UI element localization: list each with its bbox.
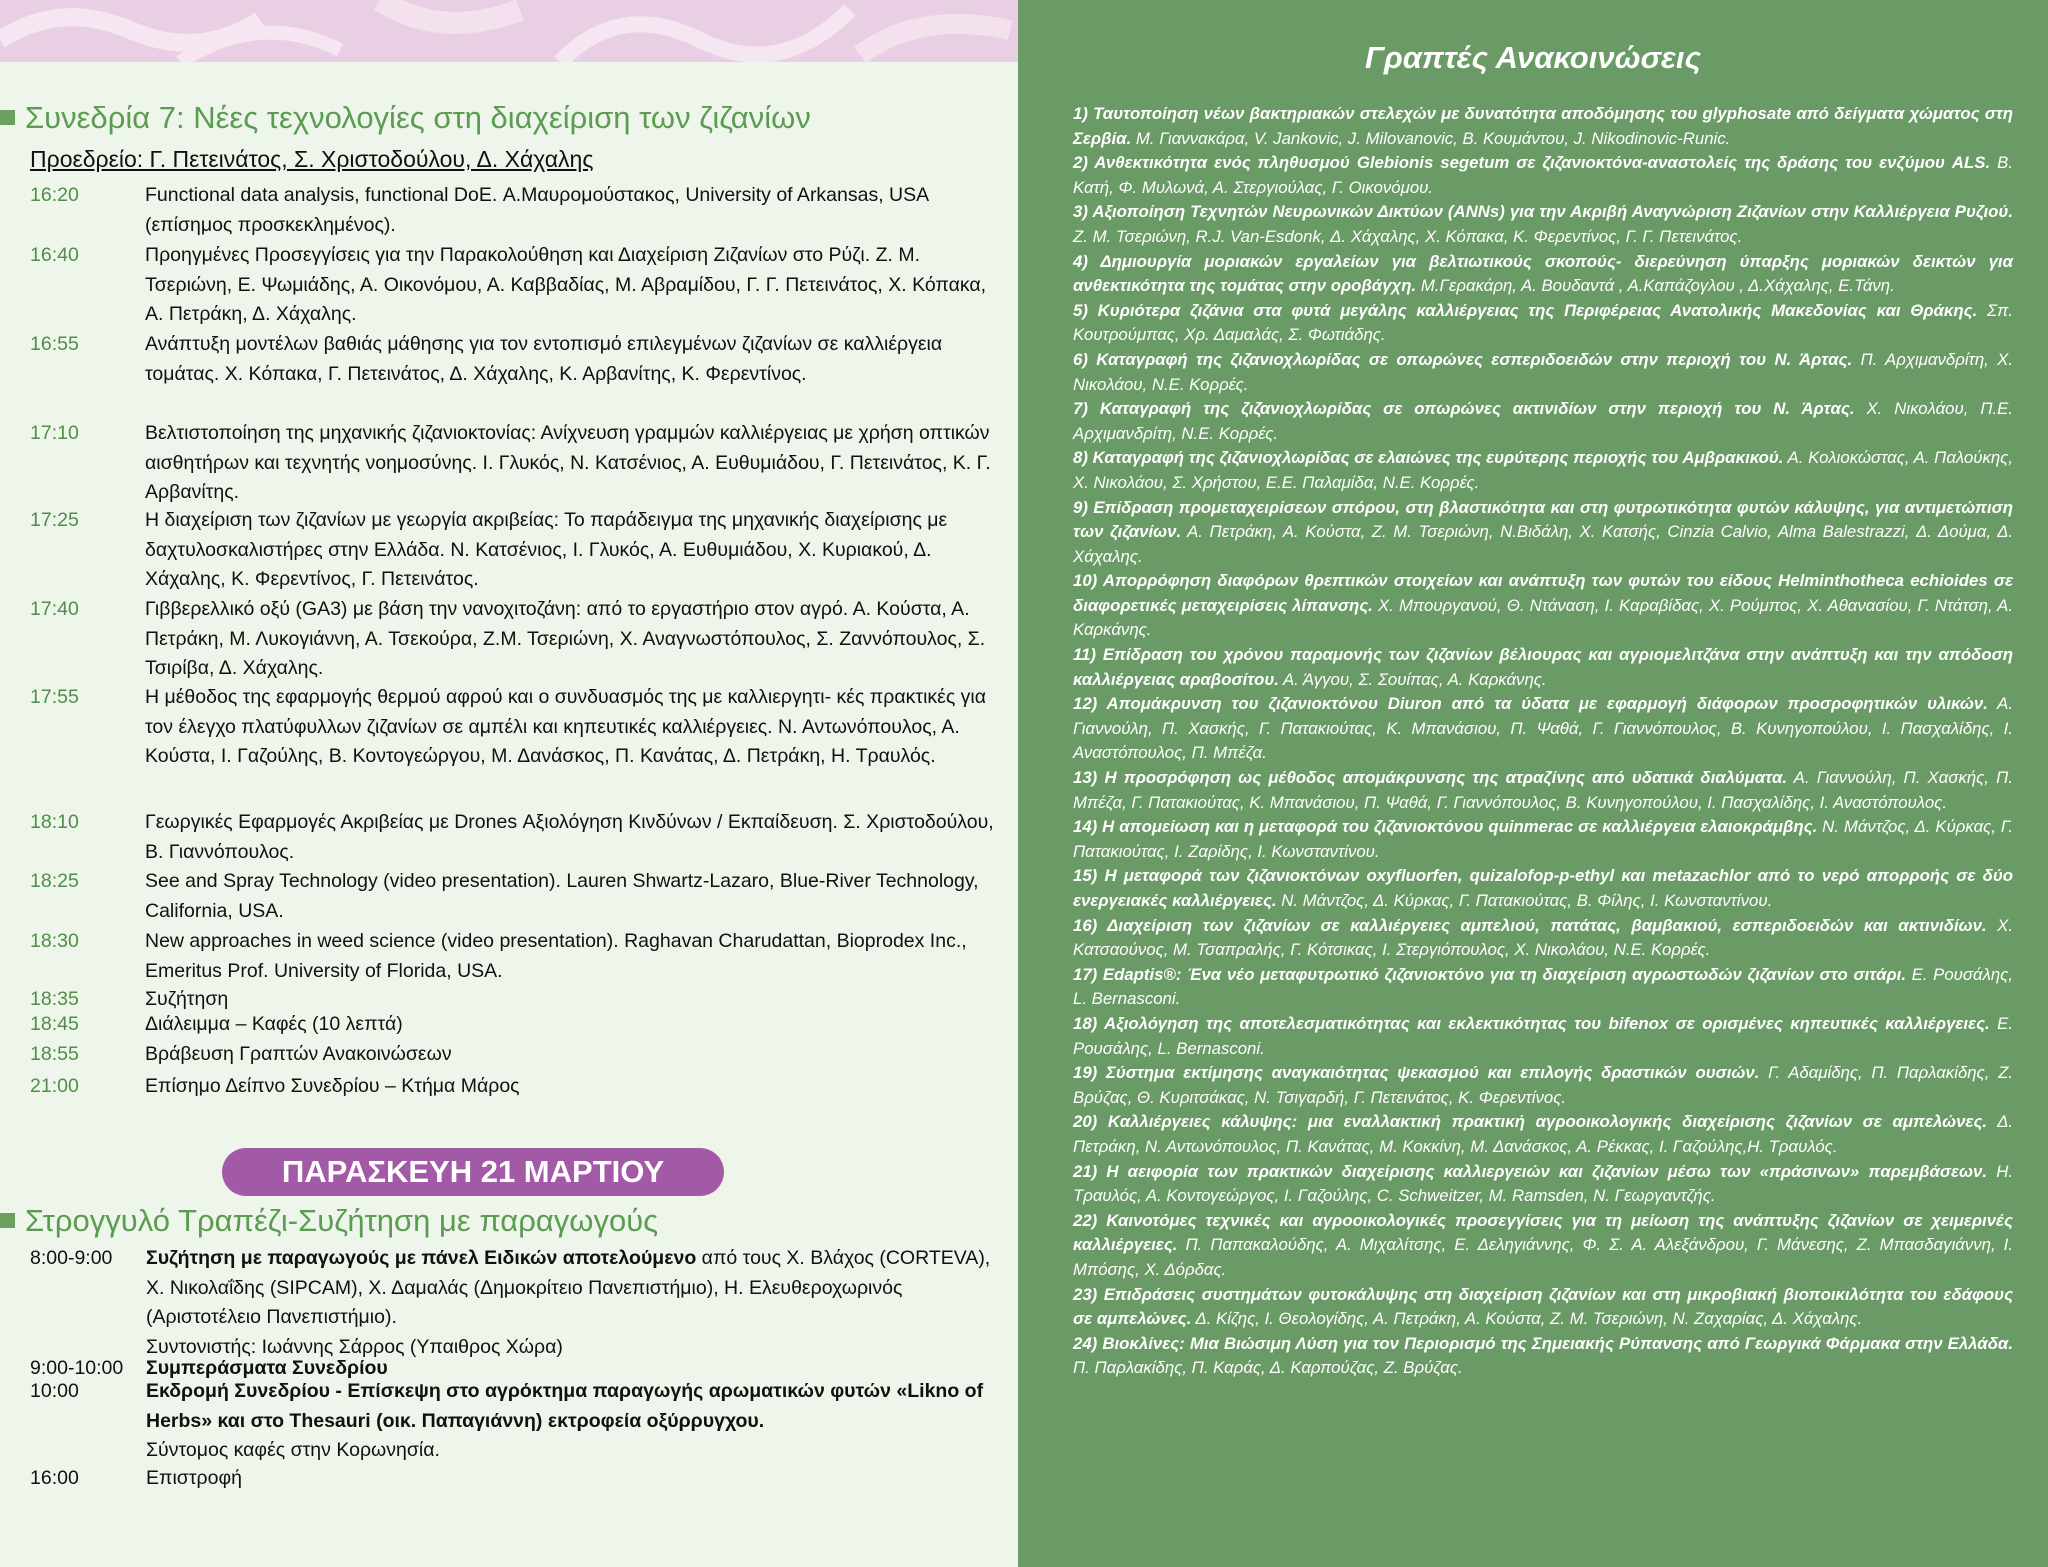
poster-authors: Ε. Ρουσάλης, L. Bernasconi. [1073, 1013, 2013, 1058]
poster-title: 22) Καινοτόμες τεχνικές και αγροοικολογικές προσεγγίσεις για τη μείωση της ανάπτυξης ζιζανίων σε χειμερινές καλλιέργειες. [1073, 1210, 2013, 1255]
poster-title: 1) Ταυτοποίηση νέων βακτηριακών στελεχών με δυνατότητα αποδόμησης του glyphosate από δείγματα χώματος στη Σερβία. [1073, 104, 2013, 148]
poster-entry [1073, 1332, 2013, 1381]
poster-title: 16) Διαχείριση των ζιζανίων σε καλλιέργειες αμπελιού, πατάτας, βαμβακιού, εσπεριδοειδών και ακτινιδίων. [1073, 915, 1987, 935]
conclusions-item: 9:00-10:00 Συμπεράσματα Συνεδρίου [30, 1357, 388, 1379]
poster-authors: Μ. Γιαννακάρα, V. Jankovic, J. Milovanovic, Β. Κουμάντου, J. Nikodinovic-Runic. [1131, 128, 1731, 148]
poster-entry [1073, 1209, 2013, 1283]
program-time: 18:25 [30, 870, 79, 892]
program-description: Η διαχείριση των ζιζανίων με γεωργία ακριβείας: Το παράδειγμα της μηχανικής διαχείρισης με δαχτυλοσκαλιστήρες στην Ελλάδα. Ν. Κατσένιος, Ι. Γλυκός, Α. Ευθυμιάδου, Χ. Κυριακού, Δ. Χάχαλης, Κ. Φερεντίνος, Γ. Πετεινάτος. [145, 509, 948, 591]
program-time: 18:30 [30, 930, 79, 952]
poster-entry [1073, 446, 2013, 495]
program-time: 17:55 [30, 686, 79, 708]
program-row [30, 683, 1005, 772]
poster-title: 5) Κυριότερα ζιζάνια στα φυτά μεγάλης καλλιέργειας της Περιφέρειας Ανατολικής Μακεδονίας και Θράκης. [1073, 300, 1978, 320]
poster-authors: Η. Τραυλός, Α. Κοντογεώργος, Ι. Γαζούλης, C. Schweitzer, M. Ramsden, Ν. Γεωργαντζής. [1073, 1161, 2013, 1206]
poster-entry [1073, 200, 2013, 249]
program-row [30, 1072, 1005, 1102]
poster-title: 10) Απορρόφηση διαφόρων θρεπτικών στοιχείων και ανάπτυξη των φυτών του είδους Helminthotheca echioides σε διαφορετικές μεταχειρίσεις λίπανσης. [1073, 571, 2013, 615]
poster-authors: Ζ. Μ. Τσεριώνη, R.J. Van-Esdonk, Δ. Χάχαλης, Χ. Κόπακα, Κ. Φερεντίνος, Γ. Γ. Πετεινάτος. [1073, 226, 1743, 246]
poster-authors: Α. Πετράκη, Α. Κούστα, Ζ. Μ. Τσεριώνη, Ν.Βιδάλη, Χ. Κατσής, Cinzia Calvio, Alma Balestrazzi, Δ. Δούμα, Δ. Χάχαλης. [1073, 522, 2013, 566]
poster-entry [1073, 1061, 2013, 1110]
poster-authors: Σπ. Κουτρούμπας, Χρ. Δαμαλάς, Σ. Φωτιάδης. [1073, 300, 2013, 345]
green-square-bullet-icon [0, 1213, 15, 1228]
excursion-item: 10:00 Εκδρομή Συνεδρίου - Επίσκεψη στο αγρόκτημα παραγωγής αρωματικών φυτών «Likno of Herbs» και στο Thesauri (οικ. Παπαγιάννη) εκτροφεία οξύρρυγχου. Σύντομος καφές στην Κορωνησία. [30, 1380, 984, 1462]
poster-entry [1073, 151, 2013, 200]
program-row [30, 330, 1005, 389]
day-banner: ΠΑΡΑΣΚΕΥΗ 21 ΜΑΡΤΙΟΥ [222, 1148, 724, 1196]
program-row [30, 181, 1005, 240]
poster-authors: Ν. Μάντζος, Δ. Κύρκας, Γ. Πατακιούτας, Ι. Ζαρίδης, Ι. Κωνσταντίνου. [1073, 817, 2013, 861]
poster-entry [1073, 1110, 2013, 1159]
poster-authors: Π. Παρλακίδης, Π. Καράς, Δ. Καρπούζας, Ζ. Βρύζας. [1073, 1358, 1463, 1378]
round-table-item: 8:00-9:00 Συζήτηση με παραγωγούς με πάνελ Ειδικών αποτελούμενο από τους Χ. Βλάχος (CORTEVA), Χ. Νικολαΐδης (SIPCAM), Χ. Δαμαλάς (Δημοκρίτειο Πανεπιστήμιο), Η. Ελευθεροχωρινός (Αριστοτέλειο Πανεπιστήμιο). Συντονιστής: Ιωάννης Σάρρος (Υπαιθρος Χώρα) [30, 1247, 991, 1358]
program-row [30, 241, 1005, 330]
program-row [30, 927, 1005, 986]
program-time: 21:00 [30, 1075, 79, 1097]
program-time: 18:45 [30, 1013, 79, 1035]
program-description: Βράβευση Γραπτών Ανακοινώσεων [145, 1043, 452, 1065]
poster-title: 17) Edaptis®: Ένα νέο μεταφυτρωτικό ζιζανιοκτόνο για τη διαχείριση αγρωστωδών ζιζανίων στο σιτάρι. [1073, 964, 1906, 984]
poster-authors: Α. Άγγου, Σ. Σουίπας, Α. Καρκάνης. [1278, 669, 1547, 689]
decorative-header-band [0, 0, 1018, 62]
poster-title: 12) Απομάκρυνση του ζιζανιοκτόνου Diuron από τα ύδατα με εφαρμογή διάφορων προσροφητικών υλικών. [1073, 694, 1988, 714]
program-description: New approaches in weed science (video presentation). Raghavan Charudattan, Bioprodex Inc., Emeritus Prof. University of Florida, USA. [145, 930, 967, 982]
program-description: Γεωργικές Εφαρμογές Ακριβείας με Drones Αξιολόγηση Κινδύνων / Εκπαίδευση. Σ. Χριστοδούλου, Β. Γιαννόπουλος. [145, 811, 994, 863]
poster-entry [1073, 914, 2013, 963]
poster-entry [1073, 397, 2013, 446]
poster-authors: Χ. Κατσαούνος, Μ. Τσαπραλής, Γ. Κότσικας, Ι. Στεργιόπουλος, Χ. Νικολάου, Ν.Ε. Κορρές. [1073, 915, 2013, 960]
poster-entry [1073, 963, 2013, 1012]
poster-entry [1073, 1283, 2013, 1332]
session-heading: Συνεδρία 7: Νέες τεχνολογίες στη διαχείριση των ζιζανίων [0, 100, 811, 136]
poster-entry [1073, 692, 2013, 766]
poster-title: 14) Η απομείωση και η μεταφορά του ζιζανιοκτόνου quinmerac σε καλλιέργεια ελαιοκράμβης. [1073, 817, 1818, 837]
program-time: 16:40 [30, 244, 79, 266]
poster-title: 7) Καταγραφή της ζιζανιοχλωρίδας σε οπωρώνες ακτινιδίων στην περιοχή του Ν. Άρτας. [1073, 399, 1855, 419]
program-description: Functional data analysis, functional DoE. Α.Μαυρομούστακος, University of Arkansas, USA (επίσημος προσκεκλημένος). [145, 184, 929, 236]
poster-title: 19) Σύστημα εκτίμησης αναγκαιότητας ψεκασμού και επιλογής δραστικών ουσιών. [1073, 1063, 1760, 1083]
poster-title: 21) Η αειφορία των πρακτικών διαχείρισης καλλιεργειών και ζιζανίων μέσω των «πράσινων» παρεμβάσεων. [1073, 1161, 1988, 1181]
poster-entry [1073, 250, 2013, 299]
poster-entry [1073, 102, 2013, 151]
poster-title: 11) Επίδραση του χρόνου παραμονής των ζιζανίων βέλιουρας και αγριομελιτζάνα στην ανάπτυξη και την απόδοση καλλιέργειας αραβοσίτου. [1073, 645, 2013, 689]
poster-authors: Ε. Ρουσάλης, L. Bernasconi. [1073, 964, 2013, 1009]
program-description: Βελτιστοποίηση της μηχανικής ζιζανιοκτονίας: Ανίχνευση γραμμών καλλιέργειας με χρήση οπτικών αισθητήρων και τεχνητής νοημοσύνης. Ι. Γλυκός, Ν. Κατσένιος, Α. Ευθυμιάδου, Γ. Πετεινάτος, Κ. Γ. Αρβανίτης. [145, 422, 991, 504]
program-time: 17:10 [30, 422, 79, 444]
poster-authors: Χ. Μπουργανού, Θ. Ντάναση, Ι. Καραβίδας, Χ. Ρούμπος, Χ. Αθανασίου, Γ. Ντάτση, Α. Καρκάνης. [1073, 595, 2013, 640]
poster-title: 24) Βιοκλίνες: Μια Βιώσιμη Λύση για τον Περιορισμό της Σημειακής Ρύπανσης από Γεωργικά Φάρμακα στην Ελλάδα. [1073, 1333, 2013, 1353]
program-row [30, 867, 1005, 926]
poster-authors: Γ. Αδαμίδης, Π. Παρλακίδης, Ζ. Βρύζας, Θ. Κυριτσάκας, Ν. Τσιγαρδή, Γ. Πετεινάτος, Κ. Φερεντίνος. [1073, 1063, 2013, 1107]
program-description: Συζήτηση [145, 988, 229, 1010]
poster-authors: Χ. Νικολάου, Π.Ε. Αρχιμανδρίτη, Ν.Ε. Κορρές. [1073, 399, 2013, 443]
program-description: Διάλειμμα – Καφές (10 λεπτά) [145, 1013, 403, 1035]
poster-entry [1073, 348, 2013, 397]
program-description: Γιββερελλικό οξύ (GA3) με βάση την νανοχιτοζάνη: από το εργαστήριο στον αγρό. Α. Κούστα, Α. Πετράκη, Μ. Λυκογιάννη, Α. Τσεκούρα, Ζ.Μ. Τσεριώνη, Χ. Αναγνωστόπουλος, Σ. Ζαννόπουλος, Σ. Τσιρίβα, Δ. Χάχαλης. [145, 598, 986, 680]
program-row [30, 419, 1005, 508]
poster-title: 20) Καλλιέργειες κάλυψης: μια εναλλακτική πρακτική αγροοικολογικής διαχείρισης ζιζανίων σε αμπελώνες. [1073, 1112, 1988, 1132]
program-time: 17:25 [30, 509, 79, 531]
poster-title: 8) Καταγραφή της ζιζανιοχλωρίδας σε ελαιώνες της ευρύτερης περιοχής του Αμβρακικού. [1073, 448, 1784, 468]
poster-entry [1073, 766, 2013, 815]
poster-authors: Μ.Γερακάρη, Α. Βουδαντά , Α.Καπάζογλου , Δ.Χάχαλης, Ε.Τάνη. [1416, 276, 1895, 296]
poster-authors: Α. Κολιοκώστας, Α. Παλούκης, Χ. Νικολάου, Σ. Χρήστου, Ε.Ε. Παλαμίδα, Ν.Ε. Κορρές. [1073, 448, 2014, 492]
poster-title: 2) Ανθεκτικότητα ενός πληθυσμού Glebionis segetum σε ζιζανιοκτόνα-αναστολείς της δράσης του ενζύμου ALS. [1073, 153, 1991, 173]
poster-entry [1073, 864, 2013, 913]
program-row [30, 506, 1005, 595]
poster-title: 15) Η μεταφορά των ζιζανιοκτόνων oxyfluorfen, quizalofop-p-ethyl και metazachlor από το νερό απορροής σε δύο ενεργειακές καλλιέργειες. [1073, 866, 2013, 910]
leaf-pattern-graphic [0, 0, 1018, 62]
program-description: Επίσημο Δείπνο Συνεδρίου – Κτήμα Μάρος [145, 1075, 520, 1097]
poster-entry [1073, 1160, 2013, 1209]
program-description: See and Spray Technology (video presentation). Lauren Shwartz-Lazaro, Blue-River Technology, California, USA. [145, 870, 979, 922]
round-table-heading: Στρογγυλό Τραπέζι-Συζήτηση με παραγωγούς [0, 1203, 658, 1239]
poster-entry [1073, 496, 2013, 570]
poster-authors: Β. Κατή, Φ. Μυλωνά, Α. Στεργιούλας, Γ. Οικονόμου. [1073, 153, 2013, 197]
program-time: 18:55 [30, 1043, 79, 1065]
program-time: 17:40 [30, 598, 79, 620]
poster-authors: Α. Γιαννούλη, Π. Χασκής, Π. Μπέζα, Γ. Πατακιούτας, Κ. Μπανάσιου, Π. Ψαθά, Γ. Γιαννόπουλος, Β. Κυνηγοπούλου, Ι. Πασχαλίδης, Ι. Αναστόπουλος. [1073, 768, 2013, 812]
poster-authors: Π. Παπακαλούδης, Α. Μιχαλίτσης, Ε. Δεληγιάννης, Φ. Σ. Α. Αλεξάνδρου, Γ. Μάνεσης, Ζ. Μπασδαγιάννη, Ι. Μπόσης, Χ. Δόρδας. [1073, 1235, 2013, 1279]
poster-title: 9) Επίδραση προμεταχειρίσεων σπόρου, στη βλαστικότητα και στη φυτρωτικότητα φυτών κάλυψης, για αντιμετώπιση των ζιζανίων. [1073, 497, 2013, 542]
program-description: Προηγμένες Προσεγγίσεις για την Παρακολούθηση και Διαχείριση Ζιζανίων στο Ρύζι. Ζ. Μ. Τσεριώνη, Ε. Ψωμιάδης, Α. Οικονόμου, Α. Καββαδίας, Μ. Αβραμίδου, Γ. Γ. Πετεινάτος, Χ. Κόπακα, Α. Πετράκη, Δ. Χάχαλης. [145, 244, 987, 326]
poster-entry [1073, 299, 2013, 348]
poster-title: 3) Αξιοποίηση Τεχνητών Νευρωνικών Δικτύων (ANNs) για την Ακριβή Αναγνώριση Ζιζανίων στην Καλλιέργεια Ρυζιού. [1073, 202, 2013, 222]
program-time: 16:20 [30, 184, 79, 206]
green-square-bullet-icon [0, 110, 15, 125]
program-description: Ανάπτυξη μοντέλων βαθιάς μάθησης για τον εντοπισμό επιλεγμένων ζιζανίων σε καλλιέργεια τομάτας. Χ. Κόπακα, Γ. Πετεινάτος, Δ. Χάχαλης, Κ. Αρβανίτης, Κ. Φερεντίνος. [145, 333, 943, 385]
program-row [30, 1010, 1005, 1040]
program-time: 18:35 [30, 988, 79, 1010]
return-item: 16:00 Επιστροφή [30, 1467, 242, 1489]
poster-entry [1073, 1012, 2013, 1061]
poster-authors: Α. Γιαννούλη, Π. Χασκής, Γ. Πατακιούτας, Κ. Μπανάσιου, Π. Ψαθά, Γ. Γιαννόπουλος, Β. Κυνηγοπούλου, Ι. Πασχαλίδης, Ι. Αναστόπουλος, Π. Μπέζα. [1073, 694, 2013, 763]
poster-authors: Δ. Κίζης, Ι. Θεολογίδης, Α. Πετράκη, Α. Κούστα, Ζ. Μ. Τσεριώνη, Ν. Ζαχαρίας, Δ. Χάχαλης. [1191, 1309, 1863, 1329]
poster-entry [1073, 643, 2013, 692]
poster-title: 4) Δημιουργία μοριακών εργαλείων για βελτιωτικούς σκοπούς- διερεύνηση ύπαρξης μοριακών δεικτών για ανθεκτικότητα της τομάτας στην οροβάγχη. [1073, 251, 2013, 296]
poster-authors: Π. Αρχιμανδρίτη, Χ. Νικολάου, Ν.Ε. Κορρές. [1073, 349, 2013, 394]
session-presidium: Προεδρείο: Γ. Πετεινάτος, Σ. Χριστοδούλου, Δ. Χάχαλης [30, 146, 594, 172]
poster-authors: Δ. Πετράκη, Ν. Αντωνόπουλος, Π. Κανάτας, Μ. Κοκκίνη, Μ. Δανάσκος, Α. Ρέκκας, Ι. Γαζούλης,Η. Τραυλός. [1073, 1112, 2013, 1156]
left-page [0, 0, 1018, 1567]
poster-title: 18) Αξιολόγηση της αποτελεσματικότητας και εκλεκτικότητας του bifenox σε ορισμένες κηπευτικές καλλιέργειες. [1073, 1013, 1990, 1033]
program-time: 18:10 [30, 811, 79, 833]
poster-authors: Ν. Μάντζος, Δ. Κύρκας, Γ. Πατακιούτας, Β. Φίλης, Ι. Κωνσταντίνου. [1276, 891, 1773, 910]
poster-entry [1073, 815, 2013, 864]
program-row [30, 808, 1005, 867]
program-time: 16:55 [30, 333, 79, 355]
poster-entry [1073, 569, 2013, 643]
program-row [30, 595, 1005, 684]
poster-title: 23) Επιδράσεις συστημάτων φυτοκάλυψης στη διαχείριση ζιζανίων και στη μικροβιακή βιοποικιλότητα του εδάφους σε αμπελώνες. [1073, 1284, 2013, 1329]
poster-title: 13) Η προσρόφηση ως μέθοδος απομάκρυνσης της ατραζίνης από υδατικά διαλύματα. [1073, 768, 1788, 788]
poster-title: 6) Καταγραφή της ζιζανιοχλωρίδας σε οπωρώνες εσπεριδοειδών στην περιοχή του Ν. Άρτας. [1073, 349, 1853, 369]
program-row [30, 1040, 1005, 1070]
program-description: Η μέθοδος της εφαρμογής θερμού αφρού και ο συνδυασμός της με καλλιεργητι- κές πρακτικές για τον έλεγχο πλατύφυλλων ζιζανίων σε αμπέλι και κηπευτικές καλλιέργειες. Ν. Αντωνόπουλος, Α. Κούστα, Ι. Γαζούλης, Β. Κοντογεώργου, Μ. Δανάσκος, Π. Κανάτας, Δ. Πετράκη, Η. Τραυλός. [145, 686, 987, 768]
posters-list [1073, 102, 2013, 1381]
posters-title: Γραπτές Ανακοινώσεις [1365, 40, 1701, 75]
